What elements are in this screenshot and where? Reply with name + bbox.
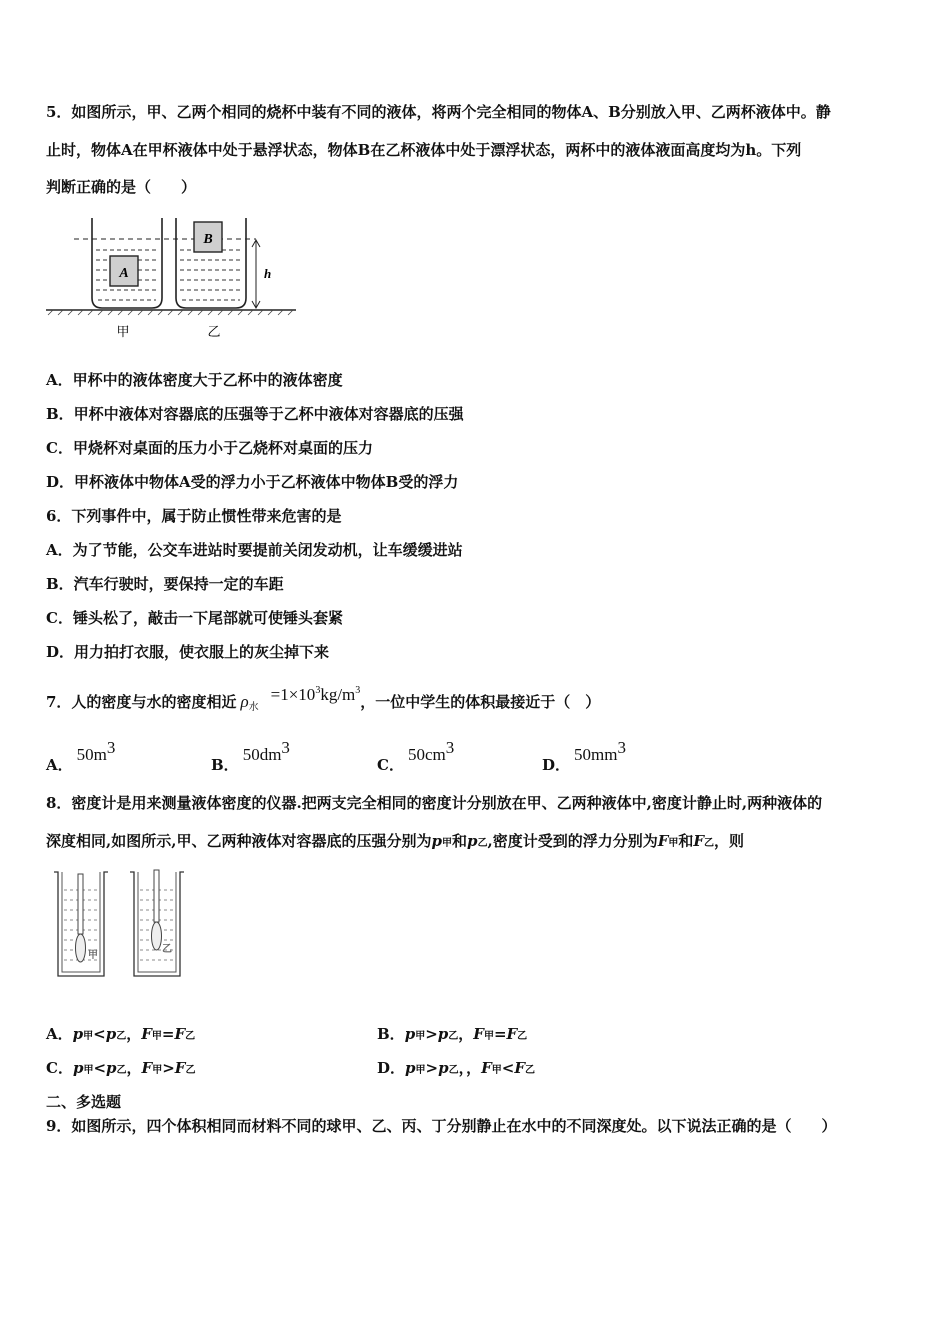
q5-option-b[interactable]: B．甲杯中液体对容器底的压强等于乙杯中液体对容器底的压强 — [46, 405, 464, 423]
q8-stem-line1: 8．密度计是用来测量液体密度的仪器.把两支完全相同的密度计分别放在甲、乙两种液体中,密度计静止时,两种液体的 — [46, 794, 823, 812]
rho-subscript: 水 — [248, 702, 259, 713]
q8-option-b[interactable]: B．p甲>p乙，F甲=F乙 — [377, 1025, 528, 1043]
q7-option-d[interactable]: D．$50mm^3$ — [542, 738, 626, 774]
q7-stem-after: ，一位中学生的体积最接近于（ ） — [360, 693, 601, 711]
beaker-caption-yi: 乙 — [207, 325, 221, 340]
q6-option-b[interactable]: B．汽车行驶时，要保持一定的车距 — [46, 575, 284, 593]
q7-option-b[interactable]: B．$50dm^3$ — [211, 738, 290, 774]
hydrometer-label-jia: 甲 — [88, 950, 98, 961]
beaker-caption-jia: 甲 — [116, 325, 130, 340]
object-b-label: B — [203, 232, 213, 247]
q7-stem-before: 7．人的密度与水的密度相近 — [46, 693, 237, 711]
q8-option-d[interactable]: D．p甲>p乙，，F甲<F乙 — [377, 1059, 535, 1077]
q6-stem: 6．下列事件中，属于防止惯性带来危害的是 — [46, 507, 342, 525]
q5-option-c[interactable]: C．甲烧杯对桌面的压力小于乙烧杯对桌面的压力 — [46, 439, 373, 457]
q5-stem-line2: 止时，物体A在甲杯液体中处于悬浮状态，物体B在乙杯液体中处于漂浮状态，两杯中的液体液面高度均为h。下列 — [46, 141, 802, 159]
rho-symbol: ρ — [240, 692, 249, 711]
q7-option-a[interactable]: A．$50m^3$ — [46, 738, 116, 774]
q6-option-d[interactable]: D．用力拍打衣服，使衣服上的灰尘掉下来 — [46, 643, 330, 661]
q8-stem-line2: 深度相同,如图所示,甲、乙两种液体对容器底的压强分别为p甲和p乙,密度计受到的浮力分别为F甲和F乙，则 — [46, 832, 745, 850]
q8-hydrometer-figure — [44, 866, 204, 992]
object-a-label: A — [119, 266, 129, 281]
q5-stem-line1: 5．如图所示，甲、乙两个相同的烧杯中装有不同的液体，将两个完全相同的物体A、B分别放入甲、乙两杯液体中。静 — [46, 103, 831, 121]
q6-option-c[interactable]: C．锤头松了，敲击一下尾部就可使锤头套紧 — [46, 609, 343, 627]
hydrometer-label-yi: 乙 — [162, 944, 172, 955]
q5-stem-line3: 判断正确的是（ ） — [46, 178, 197, 196]
q7-stem — [46, 685, 601, 718]
q6-option-a[interactable]: A．为了节能，公交车进站时要提前关闭发动机，让车缓缓进站 — [46, 541, 463, 559]
q5-option-a[interactable]: A．甲杯中的液体密度大于乙杯中的液体密度 — [46, 371, 343, 389]
section-heading-multiple-choice: 二、多选题 — [46, 1093, 122, 1111]
height-h-label: h — [264, 266, 272, 281]
q8-option-c[interactable]: C．p甲<p乙，F甲>F乙 — [46, 1059, 196, 1077]
q9-stem: 9．如图所示，四个体积相同而材料不同的球甲、乙、丙、丁分别静止在水中的不同深度处。以下说法正确的是（ ） — [46, 1117, 837, 1135]
q5-beakers-figure — [44, 214, 304, 344]
q7-option-c[interactable]: C．$50cm^3$ — [377, 738, 455, 774]
q8-option-a[interactable]: A．p甲<p乙，F甲=F乙 — [46, 1025, 196, 1043]
density-formula: $=1\times 10^3kg/m^3$ — [270, 685, 361, 704]
q5-option-d[interactable]: D．甲杯液体中物体A受的浮力小于乙杯液体中物体B受的浮力 — [46, 473, 459, 491]
